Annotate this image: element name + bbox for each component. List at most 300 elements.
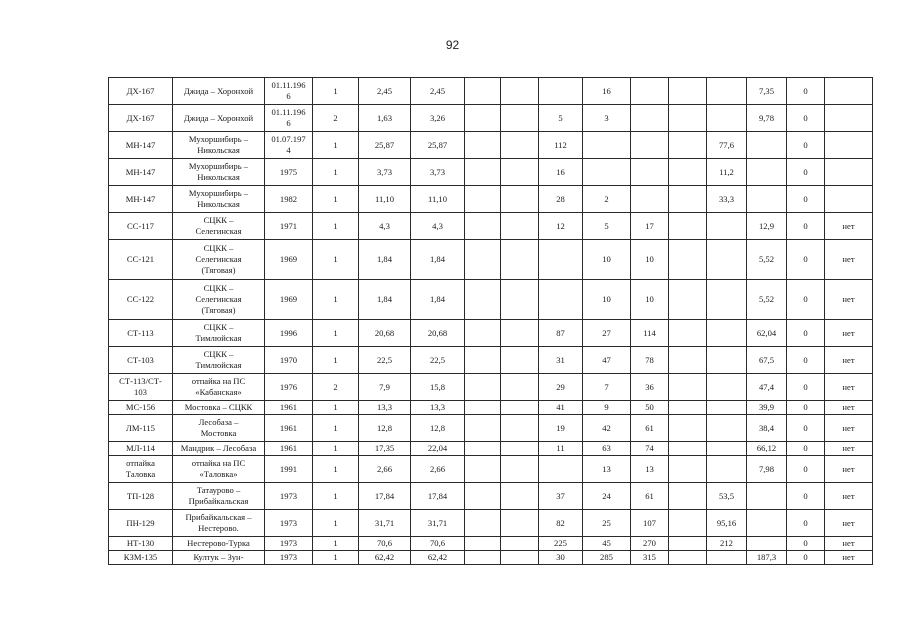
table-cell: 9,78 (747, 105, 787, 132)
table-cell: нет (825, 551, 873, 565)
table-cell: 1 (313, 320, 359, 347)
table-cell: 2 (313, 105, 359, 132)
table-cell: 0 (787, 347, 825, 374)
table-row (109, 186, 873, 213)
table-cell: 95,16 (707, 510, 747, 537)
table-cell: 5 (539, 105, 583, 132)
table-cell (501, 510, 539, 537)
table-cell: 1 (313, 132, 359, 159)
table-cell (669, 551, 707, 565)
table-cell: 24 (583, 483, 631, 510)
table-cell (669, 132, 707, 159)
table-cell (707, 456, 747, 483)
table-cell: 187,3 (747, 551, 787, 565)
table-cell: 270 (631, 537, 669, 551)
table-cell: 1982 (265, 186, 313, 213)
table-cell (707, 347, 747, 374)
table-cell: 1 (313, 551, 359, 565)
table-cell: 41 (539, 401, 583, 415)
table-cell (669, 213, 707, 240)
table-cell: 31 (539, 347, 583, 374)
table-cell: 01.11.196 6 (265, 105, 313, 132)
table-cell: 1973 (265, 537, 313, 551)
table-cell: 01.07.197 4 (265, 132, 313, 159)
table-cell: 1 (313, 401, 359, 415)
table-cell (501, 374, 539, 401)
table-row (109, 132, 873, 159)
table-cell: нет (825, 347, 873, 374)
table-cell: Мухоршибирь – Никольская (173, 132, 265, 159)
table-cell: 70,6 (359, 537, 411, 551)
table-cell (669, 159, 707, 186)
table-cell (707, 240, 747, 280)
table-cell: 1 (313, 510, 359, 537)
table-cell: 1973 (265, 483, 313, 510)
table-cell: ТП-128 (109, 483, 173, 510)
table-cell: 0 (787, 401, 825, 415)
table-cell (707, 415, 747, 442)
table-cell (631, 159, 669, 186)
table-cell: Лесобаза – Мостовка (173, 415, 265, 442)
table-cell: 1 (313, 186, 359, 213)
table-cell (631, 186, 669, 213)
table-cell: Култук – Зун- (173, 551, 265, 565)
table-cell: нет (825, 415, 873, 442)
table-cell: 0 (787, 537, 825, 551)
table-cell (465, 159, 501, 186)
table-cell (707, 280, 747, 320)
table-cell: 4,3 (411, 213, 465, 240)
table-cell: 0 (787, 510, 825, 537)
table-cell (465, 186, 501, 213)
table-cell (669, 105, 707, 132)
table-cell: СС-122 (109, 280, 173, 320)
table-cell: 3,73 (359, 159, 411, 186)
table-cell: нет (825, 374, 873, 401)
table-row (109, 415, 873, 442)
table-cell: 28 (539, 186, 583, 213)
table-cell: 15,8 (411, 374, 465, 401)
table-cell: МН-147 (109, 132, 173, 159)
table-cell (501, 105, 539, 132)
table-cell: 1991 (265, 456, 313, 483)
table-row (109, 442, 873, 456)
table-cell: 1961 (265, 415, 313, 442)
table-cell: 1969 (265, 240, 313, 280)
page-number: 92 (445, 38, 460, 52)
table-cell (465, 78, 501, 105)
table-cell: нет (825, 442, 873, 456)
table-cell: Прибайкальская – Нестерово. (173, 510, 265, 537)
table-cell: 1 (313, 280, 359, 320)
table-cell (465, 537, 501, 551)
table-cell: Мухоршибирь – Никольская (173, 159, 265, 186)
table-cell: 39,9 (747, 401, 787, 415)
table-cell: СЦКК – Селегинская (173, 213, 265, 240)
table-cell: 2 (313, 374, 359, 401)
table-cell: 12 (539, 213, 583, 240)
table-cell (825, 132, 873, 159)
table-cell (747, 159, 787, 186)
table-cell (669, 347, 707, 374)
table-cell: 12,8 (359, 415, 411, 442)
table-cell: 62,04 (747, 320, 787, 347)
table-cell: 0 (787, 105, 825, 132)
table-row (109, 374, 873, 401)
table-cell: 5,52 (747, 240, 787, 280)
table-cell: отпайка Таловка (109, 456, 173, 483)
table-cell: 0 (787, 78, 825, 105)
table-cell (825, 159, 873, 186)
table-cell: ДХ-167 (109, 105, 173, 132)
table-cell: НТ-130 (109, 537, 173, 551)
table-cell: Мандрик – Лесобаза (173, 442, 265, 456)
table-cell: Нестерово-Турка (173, 537, 265, 551)
table-cell (669, 442, 707, 456)
table-cell (465, 347, 501, 374)
table-row (109, 280, 873, 320)
table-cell: 01.11.196 6 (265, 78, 313, 105)
table-cell: 29 (539, 374, 583, 401)
table-cell (539, 456, 583, 483)
table-cell: СЦКК – Селегинская (Тяговая) (173, 280, 265, 320)
table-cell (465, 240, 501, 280)
table-row (109, 483, 873, 510)
table-cell (631, 132, 669, 159)
table-cell: нет (825, 240, 873, 280)
table-cell: СС-121 (109, 240, 173, 280)
table-cell: 5,52 (747, 280, 787, 320)
table-cell: 1 (313, 159, 359, 186)
table-cell (501, 483, 539, 510)
table-cell: 2,45 (359, 78, 411, 105)
table-cell: нет (825, 510, 873, 537)
table-row (109, 320, 873, 347)
table-cell: 10 (583, 240, 631, 280)
table-cell: 31,71 (411, 510, 465, 537)
table-cell: 1973 (265, 551, 313, 565)
table-cell: СЦКК – Тимлюйская (173, 320, 265, 347)
table-cell: 10 (631, 280, 669, 320)
table-cell: 36 (631, 374, 669, 401)
table-cell: Мухоршибирь – Никольская (173, 186, 265, 213)
table-cell: 1 (313, 442, 359, 456)
table-cell (465, 510, 501, 537)
table-cell: 1969 (265, 280, 313, 320)
table-cell: 0 (787, 551, 825, 565)
table-row (109, 105, 873, 132)
table-cell: СЦКК – Тимлюйская (173, 347, 265, 374)
table-cell: 285 (583, 551, 631, 565)
table-cell (501, 537, 539, 551)
table-cell (501, 213, 539, 240)
table-cell: 31,71 (359, 510, 411, 537)
table-cell: 1,84 (359, 280, 411, 320)
table-cell: 16 (539, 159, 583, 186)
table-row (109, 159, 873, 186)
table-cell: 1970 (265, 347, 313, 374)
table-cell: Джида – Хоронхой (173, 105, 265, 132)
table-cell: 11,2 (707, 159, 747, 186)
table-cell: МН-147 (109, 186, 173, 213)
table-cell (669, 374, 707, 401)
table-cell: 0 (787, 374, 825, 401)
table-cell (747, 483, 787, 510)
table-cell (465, 105, 501, 132)
table-cell: СС-117 (109, 213, 173, 240)
table-cell: 3 (583, 105, 631, 132)
table-cell: 22,04 (411, 442, 465, 456)
table-cell (707, 401, 747, 415)
table-cell (465, 280, 501, 320)
table-cell (501, 280, 539, 320)
table-cell: 87 (539, 320, 583, 347)
table-cell (583, 159, 631, 186)
table-cell: 4,3 (359, 213, 411, 240)
table-cell: 1 (313, 347, 359, 374)
table-cell: ЛМ-115 (109, 415, 173, 442)
table-cell (465, 401, 501, 415)
table-cell: 19 (539, 415, 583, 442)
table-cell: 25 (583, 510, 631, 537)
table-cell: отпайка на ПС «Кабанская» (173, 374, 265, 401)
table-cell (669, 537, 707, 551)
table-cell: 1973 (265, 510, 313, 537)
table-cell: 78 (631, 347, 669, 374)
table-cell: 62,42 (411, 551, 465, 565)
table-cell: 1 (313, 240, 359, 280)
table-cell: 22,5 (359, 347, 411, 374)
table-cell (707, 105, 747, 132)
table-cell: 1 (313, 78, 359, 105)
table-cell: отпайка на ПС «Таловка» (173, 456, 265, 483)
table-cell: 2,66 (411, 456, 465, 483)
table-cell (501, 442, 539, 456)
table-cell: СТ-113/СТ- 103 (109, 374, 173, 401)
table-cell: 17 (631, 213, 669, 240)
table-cell: 1,84 (359, 240, 411, 280)
table-cell (465, 213, 501, 240)
table-cell: 0 (787, 442, 825, 456)
table-cell: 0 (787, 240, 825, 280)
table-cell: 2 (583, 186, 631, 213)
table-cell: 33,3 (707, 186, 747, 213)
table-cell (539, 280, 583, 320)
table-cell: 30 (539, 551, 583, 565)
table-cell: Мостовка – СЦКК (173, 401, 265, 415)
table-cell: 315 (631, 551, 669, 565)
table-cell: 67,5 (747, 347, 787, 374)
table-cell (501, 347, 539, 374)
table-cell (669, 240, 707, 280)
table-cell (465, 456, 501, 483)
table-cell: 20,68 (359, 320, 411, 347)
table-cell: 27 (583, 320, 631, 347)
table-cell (501, 456, 539, 483)
table-cell: 77,6 (707, 132, 747, 159)
table-cell: 7,9 (359, 374, 411, 401)
table-cell: 74 (631, 442, 669, 456)
table-cell (747, 510, 787, 537)
table-cell: 212 (707, 537, 747, 551)
table-cell: нет (825, 280, 873, 320)
table-row (109, 78, 873, 105)
table-cell (747, 186, 787, 213)
table-cell: 25,87 (359, 132, 411, 159)
table-cell (825, 105, 873, 132)
table-cell: 53,5 (707, 483, 747, 510)
table-cell: 1 (313, 483, 359, 510)
table-cell: 62,42 (359, 551, 411, 565)
table-cell: 82 (539, 510, 583, 537)
table-cell: 112 (539, 132, 583, 159)
table-cell: 0 (787, 186, 825, 213)
table-cell (707, 213, 747, 240)
table-row (109, 510, 873, 537)
table-cell: 11,10 (359, 186, 411, 213)
table-cell: 7 (583, 374, 631, 401)
table-cell (501, 159, 539, 186)
table-cell: 17,84 (411, 483, 465, 510)
table-cell: нет (825, 456, 873, 483)
table-cell: 17,35 (359, 442, 411, 456)
table-cell (501, 240, 539, 280)
table-cell: 1,63 (359, 105, 411, 132)
table-cell: 0 (787, 456, 825, 483)
table-cell: 10 (583, 280, 631, 320)
table-row (109, 213, 873, 240)
table-cell: 13,3 (411, 401, 465, 415)
table-cell: 22,5 (411, 347, 465, 374)
table-row (109, 401, 873, 415)
table-cell: 0 (787, 483, 825, 510)
table-cell: Татаурово – Прибайкальская (173, 483, 265, 510)
table-cell: 1,84 (411, 240, 465, 280)
table-row (109, 551, 873, 565)
table-cell: 1996 (265, 320, 313, 347)
table-cell: 114 (631, 320, 669, 347)
table-cell: 61 (631, 415, 669, 442)
table-cell: 0 (787, 280, 825, 320)
table-cell (825, 186, 873, 213)
table-cell: 1 (313, 415, 359, 442)
table-cell: СЦКК – Селегинская (Тяговая) (173, 240, 265, 280)
table-cell: ДХ-167 (109, 78, 173, 105)
table-cell: 37 (539, 483, 583, 510)
table-cell: 0 (787, 159, 825, 186)
table-cell (465, 320, 501, 347)
table-cell: 10 (631, 240, 669, 280)
table-cell (669, 78, 707, 105)
data-table (108, 77, 873, 565)
table-cell: 7,35 (747, 78, 787, 105)
table-cell (501, 415, 539, 442)
table-cell: 225 (539, 537, 583, 551)
table-cell (465, 551, 501, 565)
table-cell: СТ-103 (109, 347, 173, 374)
table-cell (747, 132, 787, 159)
table-cell: 50 (631, 401, 669, 415)
table-cell: 1971 (265, 213, 313, 240)
table-cell (825, 78, 873, 105)
table-cell: 63 (583, 442, 631, 456)
table-cell (631, 105, 669, 132)
table-cell (539, 78, 583, 105)
table-cell (669, 456, 707, 483)
table-cell: 1 (313, 213, 359, 240)
table-cell: нет (825, 320, 873, 347)
table-row (109, 240, 873, 280)
table-row (109, 456, 873, 483)
table-cell: нет (825, 213, 873, 240)
table-cell: 3,26 (411, 105, 465, 132)
table-cell (707, 78, 747, 105)
table-cell: 2,45 (411, 78, 465, 105)
table-cell (501, 551, 539, 565)
table-cell: 1976 (265, 374, 313, 401)
table-cell: СТ-113 (109, 320, 173, 347)
table-cell: 12,9 (747, 213, 787, 240)
table-cell: 11 (539, 442, 583, 456)
table-cell: 38,4 (747, 415, 787, 442)
table-cell: 0 (787, 213, 825, 240)
table-cell (465, 415, 501, 442)
table-cell: 17,84 (359, 483, 411, 510)
table-cell: 16 (583, 78, 631, 105)
table-cell: нет (825, 483, 873, 510)
table-cell: 1 (313, 537, 359, 551)
table-cell (539, 240, 583, 280)
table-cell (669, 186, 707, 213)
table-cell: 45 (583, 537, 631, 551)
table-cell: 13,3 (359, 401, 411, 415)
table-cell: 61 (631, 483, 669, 510)
table-cell (501, 186, 539, 213)
table-cell: 1975 (265, 159, 313, 186)
table-cell: 70,6 (411, 537, 465, 551)
table-cell: МС-156 (109, 401, 173, 415)
table-cell: 13 (631, 456, 669, 483)
table-cell (669, 510, 707, 537)
table-cell: 1961 (265, 401, 313, 415)
table-cell (669, 415, 707, 442)
table-cell: 7,98 (747, 456, 787, 483)
table-cell: 107 (631, 510, 669, 537)
table-cell: 47,4 (747, 374, 787, 401)
table-cell (501, 132, 539, 159)
table-cell (707, 551, 747, 565)
table-cell (465, 483, 501, 510)
table-cell (669, 280, 707, 320)
table-cell: 1 (313, 456, 359, 483)
table-cell: 66,12 (747, 442, 787, 456)
table-cell: 1961 (265, 442, 313, 456)
table-cell (747, 537, 787, 551)
table-cell (669, 483, 707, 510)
table-row (109, 537, 873, 551)
table-cell (707, 374, 747, 401)
table-cell: 12,8 (411, 415, 465, 442)
table-cell: нет (825, 537, 873, 551)
table-cell: 25,87 (411, 132, 465, 159)
table-cell: 47 (583, 347, 631, 374)
table-cell: ПН-129 (109, 510, 173, 537)
table-cell: нет (825, 401, 873, 415)
table-cell (501, 78, 539, 105)
table-cell: 20,68 (411, 320, 465, 347)
table-cell: 9 (583, 401, 631, 415)
table-cell: 42 (583, 415, 631, 442)
